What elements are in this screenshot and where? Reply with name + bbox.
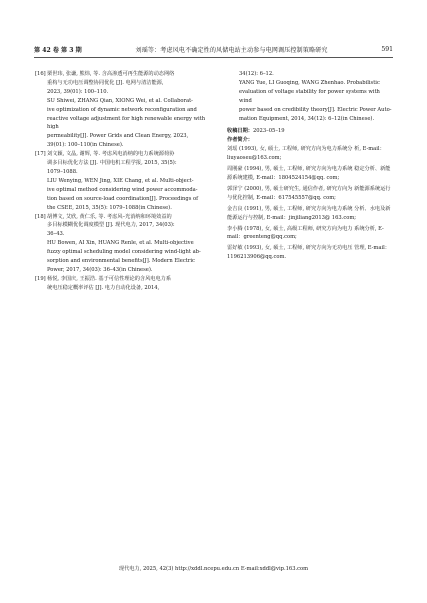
reference-line: 34(12): 6–12. <box>239 71 274 77</box>
author-bio-line: 刘瑶 (1993), 女, 硕士, 工程师, 研究方向为电力系统分 <box>227 146 353 153</box>
author-bio <box>227 225 393 243</box>
reference-line: the CSEE, 2015, 35(5): 1079–1088(in Chinese). <box>47 204 172 211</box>
reference-line: tion based on source-load coordination[J]. Proceedings of <box>47 195 199 202</box>
author-bio-line: 郭泽宁 (2000), 男, 硕士研究生, 通信作者, 研究方向为 <box>227 185 353 192</box>
reference-line: 重构与无功电压调整协同优化 [J]. 电网与清洁能源, <box>47 79 164 86</box>
reference-line: HU Bowen, AI Xin, HUANG Renle, et al. Multi-objective <box>47 240 194 247</box>
author-bio <box>227 185 393 203</box>
reference-line: 2023, 39(01): 100–110. <box>47 88 109 95</box>
received-label: 收稿日期： <box>227 128 253 135</box>
running-header <box>34 42 393 56</box>
reference-line: 36–43. <box>47 231 65 238</box>
author-bio-line: 李小腾 (1978), 女, 硕士, 高级工程师, 研究方向为电力 <box>227 225 353 232</box>
author-bio-line: com; <box>326 174 340 181</box>
received-date-value: 2023–05–19 <box>252 128 285 135</box>
reference-line: fuzzy optimal scheduling model considering wind-light ab- <box>47 249 201 256</box>
author-bio-line: 析, E-mail：liuyaoseu@163.com; <box>227 146 385 162</box>
left-column <box>35 70 213 293</box>
reference-line: 1079–1088. <box>47 168 78 175</box>
header-rule <box>34 57 393 58</box>
reference-number: [17] <box>35 151 46 158</box>
reference-line: reactive voltage adjustment for high renewable energy with high <box>47 115 206 131</box>
reference-line: 刘文颖, 文晶, 谢辉, 等. 考虑风电消纳的电力系统源荷协 <box>47 151 175 158</box>
reference-line: 杨悦, 李国庆, 王振浩. 基于可信性理论的含风电电力系 <box>47 275 172 282</box>
reference-line: 胡博文, 艾欣, 黄仁乐, 等. 考虑风–光消纳和环境效益的 <box>47 213 172 220</box>
author-bio-line: 分析、水电及新能源运行与控制, E-mail：jinjiliang2013@ <box>227 205 391 221</box>
reference-line: power based on credibility theory[J]. Electric Power Auto- <box>239 106 392 113</box>
page-footer: 现代电力, 2025, 42(3) http://xddl.ncepu.edu.cn E-mail:xddl@vip.163.com <box>118 566 309 572</box>
author-bio <box>227 205 393 223</box>
reference-19 <box>35 275 213 293</box>
reference-line: LIU Wenying, WEN Jing, XIE Chang, et al. Multi-object- <box>47 177 194 184</box>
reference-line: SU Shiwei, ZHANG Qian, XIONG Wei, et al. Collaborat- <box>47 97 193 104</box>
author-bio <box>227 244 393 262</box>
reference-line: ive optimal method considering wind power accommoda- <box>47 186 198 193</box>
reference-line: 39(01): 100–110(in Chinese). <box>47 142 124 149</box>
author-bio-line: 管理, E-mail：1196213906@qq.com. <box>227 245 390 261</box>
author-bio <box>227 145 393 163</box>
journal-volume-issue: 第 42 卷 第 3 期 <box>34 46 82 54</box>
page-number: 591 <box>381 45 393 53</box>
running-title: 刘瑶等：考虑风电不确定性的风储电站主动参与电网调压控制策略研究 <box>135 46 328 54</box>
reference-line: evaluation of voltage stability for power systems with wind <box>239 88 380 104</box>
author-bio-line: 稳定分析、新能源系统建模, E-mail：1804524154@qq. <box>227 166 391 181</box>
author-bio-line: 金吉良 (1991), 男, 硕士, 工程师, 研究方向为电力系统 <box>227 205 353 212</box>
reference-line: 栗世玮, 张谦, 熊炜, 等. 含高渗透可再生能源的动态网络 <box>47 71 175 77</box>
author-bio-line: 163.com; <box>331 214 357 221</box>
reference-line: mation Equipment, 2014, 34(12): 6–12(in Chinese). <box>239 115 375 122</box>
received-date <box>227 127 393 136</box>
author-bios-heading: 作者简介： <box>227 137 253 144</box>
right-column <box>227 70 393 262</box>
reference-line: 调多目标优化方法 [J]. 中国电机工程学报, 2015, 35(5): <box>47 160 177 167</box>
reference-line: permeability[J]. Power Grids and Clean Energy, 2023, <box>47 133 189 140</box>
author-bio-line: com; <box>323 194 336 201</box>
reference-16 <box>35 70 213 150</box>
reference-19-continued <box>227 70 393 123</box>
reference-number: [19] <box>35 275 46 282</box>
author-bio <box>227 165 393 183</box>
author-bio-line: 系统分析, E-mail：greenteng@qq.com; <box>227 225 384 241</box>
reference-18 <box>35 213 213 275</box>
reference-line: Power, 2017, 34(03): 36–43(in Chinese). <box>47 266 153 273</box>
reference-number: [16] <box>35 71 46 77</box>
reference-line: 统电压稳定概率评估 [J]. 电力自动化设备, 2014, <box>47 284 160 291</box>
reference-line: 多目标模糊优化调度模型 [J]. 现代电力, 2017, 34(03): <box>47 222 175 229</box>
author-bio-line: 周刚豪 (1994), 男, 硕士, 工程师, 研究方向为电力系统 <box>227 166 353 173</box>
author-bio-line: 雷好敏 (1993), 女, 硕士, 工程师, 研究方向为无功电压 <box>227 245 353 252</box>
reference-line: sorption and environmental benefits[J]. Modern Electric <box>47 258 195 265</box>
reference-number: [18] <box>35 213 46 220</box>
reference-17 <box>35 150 213 212</box>
reference-line: YANG Yue, LI Guoqing, WANG Zhenhao. Probabilistic <box>239 79 380 86</box>
author-bio-line: 新能源系统运行与优化控制, E-mail：617545557@qq. <box>227 185 391 201</box>
reference-line: ive optimization of dynamic network reconfiguration and <box>47 106 197 113</box>
